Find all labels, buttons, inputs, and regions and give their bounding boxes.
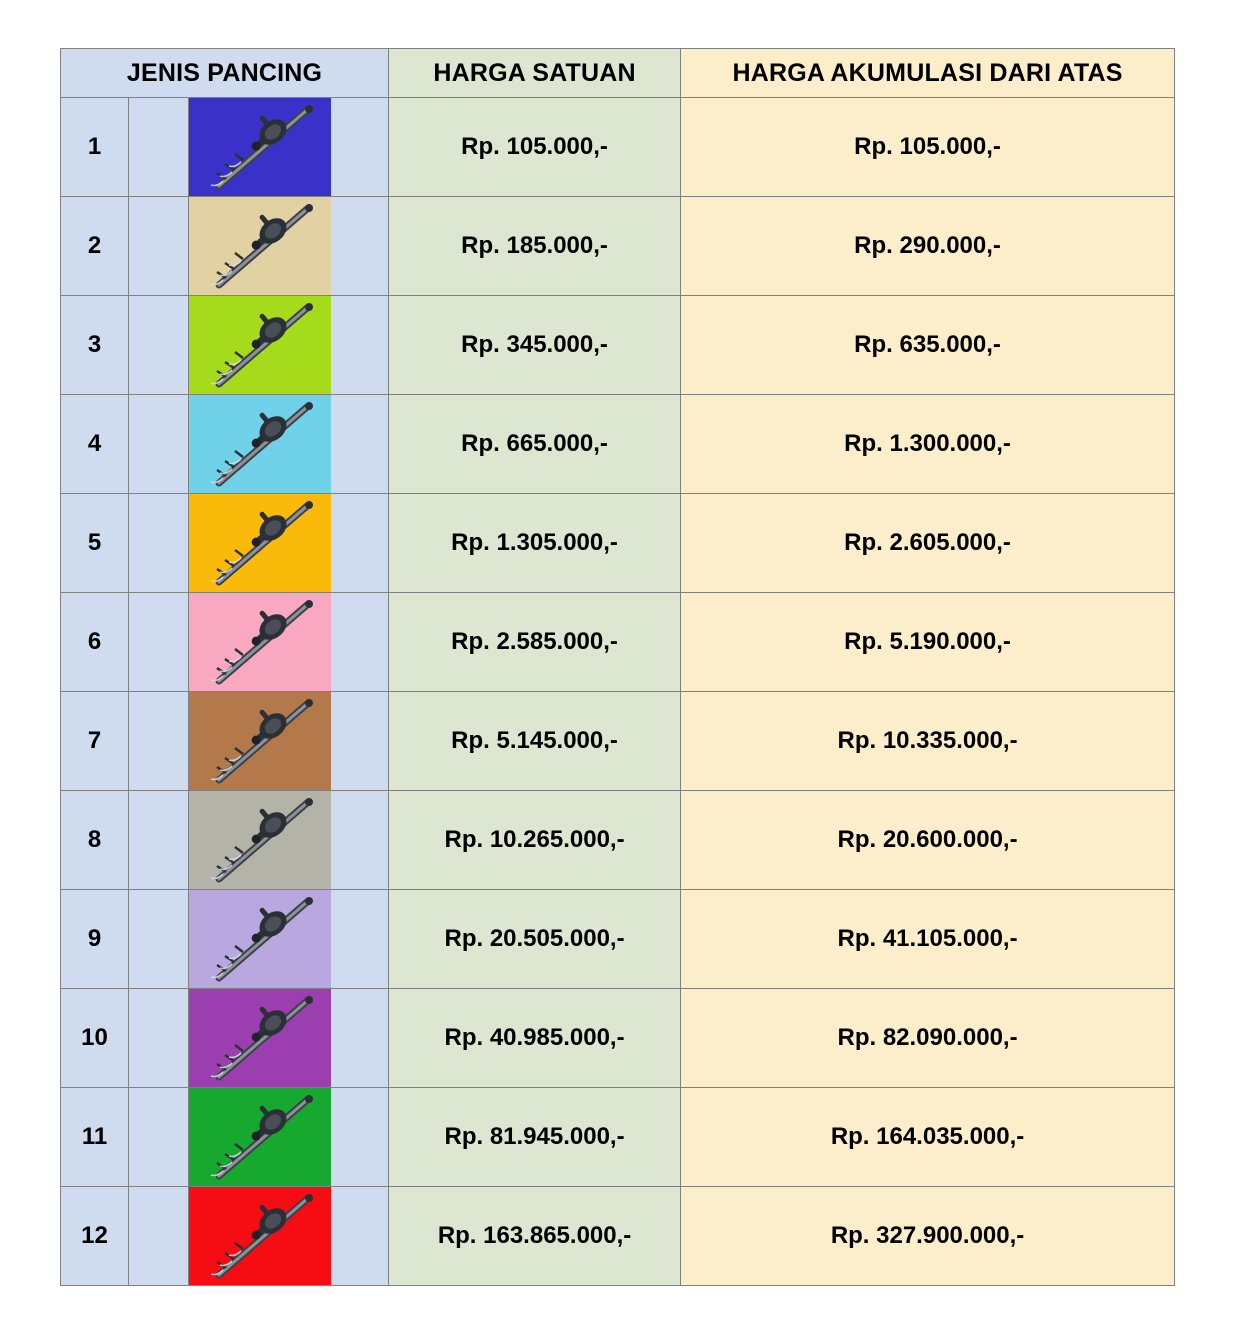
accumulated-price-value: Rp. 164.035.000,- [681,1088,1175,1187]
table-row [61,395,1175,494]
rod-image-cell [189,1187,331,1286]
accumulated-price-value: Rp. 10.335.000,- [681,692,1175,791]
row-number: 5 [61,494,129,593]
row-spacer-left [129,494,189,593]
row-spacer-right [331,1187,389,1286]
accumulated-price-value: Rp. 635.000,- [681,296,1175,395]
row-number: 12 [61,1187,129,1286]
unit-price-value: Rp. 105.000,- [389,98,681,197]
unit-price-value: Rp. 665.000,- [389,395,681,494]
header-harga-satuan: HARGA SATUAN [389,49,681,98]
header-harga-akumulasi: HARGA AKUMULASI DARI ATAS [681,49,1175,98]
fishing-rod-price-table [60,48,1175,1286]
table-row [61,593,1175,692]
row-spacer-left [129,98,189,197]
rod-image-cell [189,1088,331,1187]
table-header-row [61,49,1175,98]
row-number: 8 [61,791,129,890]
row-spacer-left [129,296,189,395]
row-spacer-left [129,989,189,1088]
rod-image-cell [189,494,331,593]
unit-price-value: Rp. 163.865.000,- [389,1187,681,1286]
rod-image-cell [189,791,331,890]
rod-image-cell [189,296,331,395]
unit-price-value: Rp. 5.145.000,- [389,692,681,791]
fishing-rod-icon [189,890,331,988]
fishing-rod-icon [189,989,331,1087]
row-spacer-left [129,1187,189,1286]
row-number: 9 [61,890,129,989]
row-number: 3 [61,296,129,395]
table-row [61,989,1175,1088]
rod-image-cell [189,395,331,494]
rod-image-cell [189,692,331,791]
row-spacer-right [331,1088,389,1187]
unit-price-value: Rp. 345.000,- [389,296,681,395]
fishing-rod-icon [189,593,331,691]
row-spacer-left [129,395,189,494]
rod-image-cell [189,989,331,1088]
fishing-rod-icon [189,197,331,295]
unit-price-value: Rp. 2.585.000,- [389,593,681,692]
row-spacer-right [331,989,389,1088]
table-row [61,1187,1175,1286]
row-number: 10 [61,989,129,1088]
row-number: 1 [61,98,129,197]
row-number: 2 [61,197,129,296]
fishing-rod-icon [189,791,331,889]
fishing-rod-icon [189,296,331,394]
row-spacer-left [129,692,189,791]
rod-image-cell [189,890,331,989]
rod-image-cell [189,593,331,692]
rod-image-cell [189,98,331,197]
accumulated-price-value: Rp. 20.600.000,- [681,791,1175,890]
rod-image-cell [189,197,331,296]
table-body [61,98,1175,1286]
row-spacer-right [331,593,389,692]
row-spacer-right [331,197,389,296]
row-spacer-right [331,791,389,890]
header-jenis-pancing: JENIS PANCING [61,49,389,98]
accumulated-price-value: Rp. 41.105.000,- [681,890,1175,989]
accumulated-price-value: Rp. 2.605.000,- [681,494,1175,593]
row-number: 11 [61,1088,129,1187]
unit-price-value: Rp. 40.985.000,- [389,989,681,1088]
accumulated-price-value: Rp. 82.090.000,- [681,989,1175,1088]
table-row [61,791,1175,890]
table-row [61,890,1175,989]
unit-price-value: Rp. 20.505.000,- [389,890,681,989]
row-spacer-right [331,494,389,593]
row-spacer-left [129,1088,189,1187]
row-spacer-right [331,296,389,395]
table-row [61,494,1175,593]
fishing-rod-icon [189,692,331,790]
row-spacer-right [331,692,389,791]
table-row [61,1088,1175,1187]
accumulated-price-value: Rp. 105.000,- [681,98,1175,197]
row-spacer-right [331,98,389,197]
row-number: 4 [61,395,129,494]
accumulated-price-value: Rp. 290.000,- [681,197,1175,296]
accumulated-price-value: Rp. 5.190.000,- [681,593,1175,692]
row-spacer-left [129,197,189,296]
row-number: 6 [61,593,129,692]
fishing-rod-icon [189,98,331,196]
fishing-rod-icon [189,395,331,493]
accumulated-price-value: Rp. 327.900.000,- [681,1187,1175,1286]
fishing-rod-icon [189,1088,331,1186]
table-row [61,296,1175,395]
row-spacer-left [129,593,189,692]
fishing-rod-icon [189,1187,331,1285]
table-row [61,98,1175,197]
unit-price-value: Rp. 1.305.000,- [389,494,681,593]
row-spacer-left [129,890,189,989]
row-spacer-right [331,890,389,989]
row-spacer-right [331,395,389,494]
row-spacer-left [129,791,189,890]
accumulated-price-value: Rp. 1.300.000,- [681,395,1175,494]
fishing-rod-icon [189,494,331,592]
row-number: 7 [61,692,129,791]
unit-price-value: Rp. 10.265.000,- [389,791,681,890]
table-row [61,197,1175,296]
unit-price-value: Rp. 185.000,- [389,197,681,296]
table-row [61,692,1175,791]
unit-price-value: Rp. 81.945.000,- [389,1088,681,1187]
